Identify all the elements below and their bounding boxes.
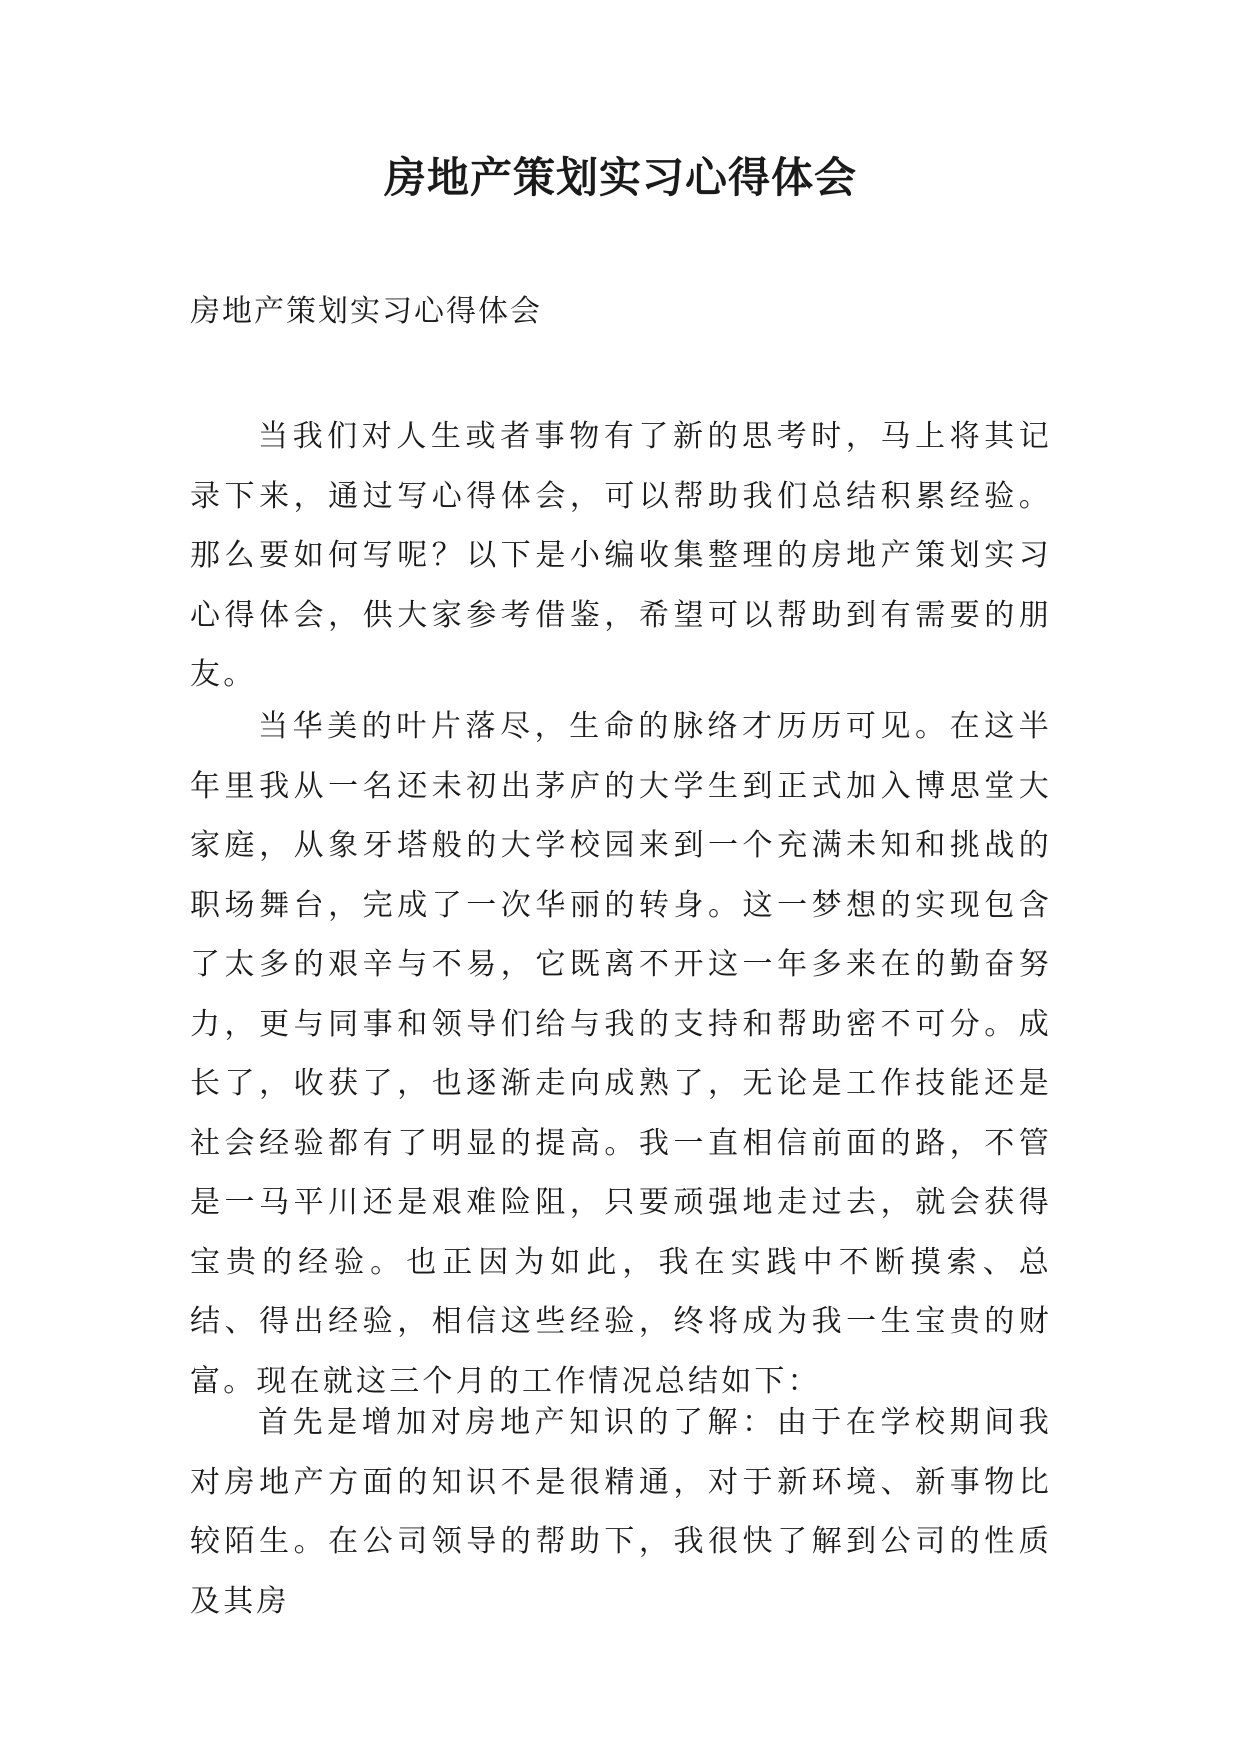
document-title: 房地产策划实习心得体会 — [383, 153, 857, 202]
paragraph-reflection: 当华美的叶片落尽，生命的脉络才历历可见。在这半年里我从一名还未初出茅庐的大学生到正式加入博思堂大家庭，从象牙塔般的大学校园来到一个充满未知和挑战的职场舞台，完成了一次华丽的转身。这一梦想的实现包含了太多的艰辛与不易，它既离不开这一年多来在的勤奋努力，更与同事和领导们给与我的支持和帮助密不可分。成长了，收获了，也逐渐走向成熟了，无论是工作技能还是社会经验都有了明显的提高。我一直相信前面的路，不管是一马平川还是艰难险阻，只要顽强地走过去，就会获得宝贵的经验。也正因为如此，我在实践中不断摸索、总结、得出经验，相信这些经验，终将成为我一生宝贵的财富。现在就这三个月的工作情况总结如下： — [190, 709, 1052, 1399]
paragraph-first-point: 首先是增加对房地产知识的了解：由于在学校期间我对房地产方面的知识不是很精通，对于新环境、新事物比较陌生。在公司领导的帮助下，我很快了解到公司的性质及其房 — [190, 1405, 1052, 1619]
document-subtitle: 房地产策划实习心得体会 — [190, 294, 542, 329]
paragraph-intro: 当我们对人生或者事物有了新的思考时，马上将其记录下来，通过写心得体会，可以帮助我们总结积累经验。那么要如何写呢？以下是小编收集整理的房地产策划实习心得体会，供大家参考借鉴，希望可以帮助到有需要的朋友。 — [190, 419, 1052, 692]
